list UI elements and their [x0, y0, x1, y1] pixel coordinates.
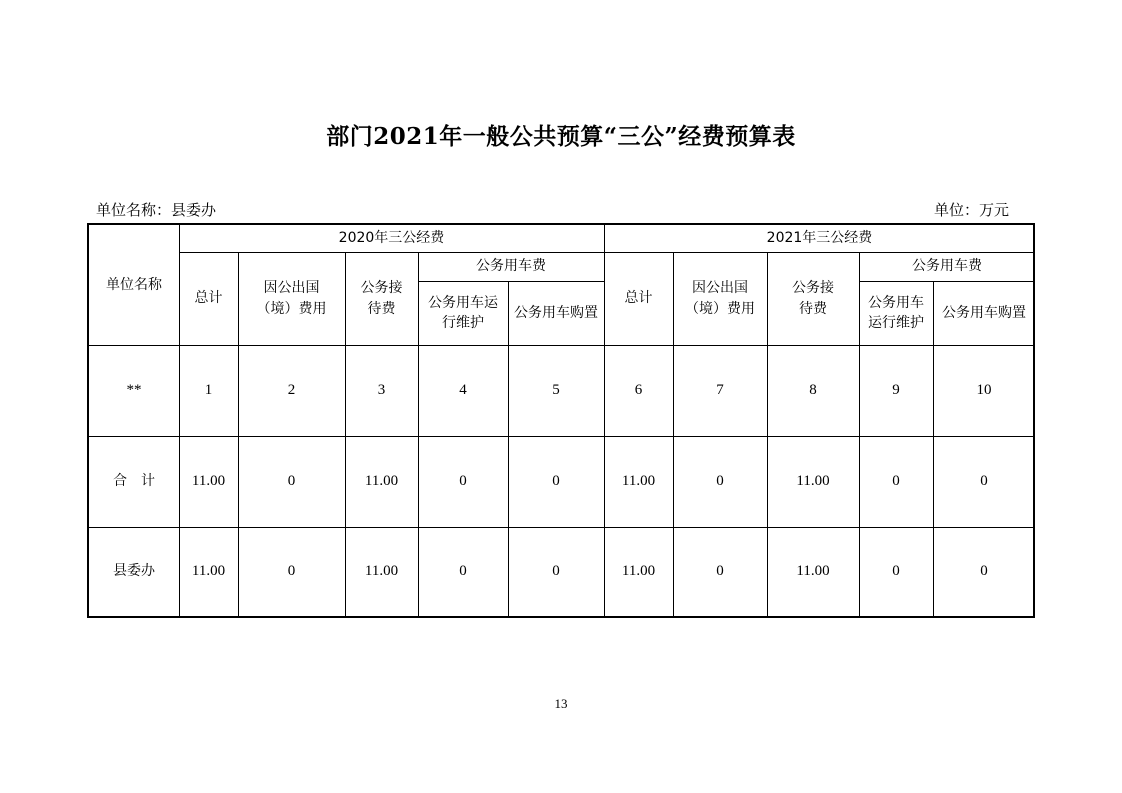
header-2020-vehicle-group: 公务用车费 [476, 258, 546, 275]
header-unit-name: 单位名称 [106, 276, 162, 293]
table-cell: 9 [892, 381, 900, 398]
table-cell: 2 [287, 381, 296, 398]
table-cell: 8 [809, 381, 817, 398]
table-cell: 11.00 [364, 472, 399, 489]
table-cell: 3 [377, 381, 386, 398]
table-cell: 11.00 [621, 472, 656, 489]
table-cell: 0 [552, 562, 560, 579]
currency-unit-label: 单位：万元 [934, 201, 1010, 219]
table-cell: 10 [976, 381, 992, 398]
table-cell: 11.00 [796, 472, 830, 489]
table-cell: 0 [980, 562, 988, 579]
table-cell: 0 [287, 562, 296, 579]
page-title: 部门2021年一般公共预算“三公”经费预算表 [326, 123, 796, 150]
row-name: 合 计 [113, 473, 155, 490]
header-2020-vehicle-operation: 公务用车运行维护 [428, 294, 498, 331]
table-cell: 0 [287, 472, 296, 489]
table-cell: 5 [552, 381, 560, 398]
header-2021-vehicle-purchase: 公务用车购置 [942, 304, 1026, 321]
table-cell: 0 [716, 472, 724, 489]
table-cell: 11.00 [796, 562, 830, 579]
header-2020-reception: 公务接待费 [360, 280, 403, 317]
table-cell: 1 [204, 381, 213, 398]
table-cell: 0 [892, 562, 900, 579]
table-cell: 11.00 [364, 562, 399, 579]
row-name: 县委办 [113, 563, 155, 580]
table-cell: 0 [892, 472, 900, 489]
header-2021-total: 总计 [624, 290, 653, 307]
table-cell: 0 [459, 472, 467, 489]
row-name: ** [126, 381, 142, 398]
header-2021-reception: 公务接待费 [792, 280, 834, 317]
budget-table [87, 223, 1035, 618]
header-2021-overseas: 因公出国（境）费用 [685, 280, 755, 317]
table-cell: 11.00 [621, 562, 656, 579]
table-cell: 11.00 [191, 472, 226, 489]
header-2020-overseas: 因公出国（境）费用 [256, 280, 327, 317]
table-cell: 6 [634, 381, 643, 398]
header-group-2021: 2021年三公经费 [766, 230, 873, 247]
table-cell: 0 [459, 562, 467, 579]
table-cell: 0 [716, 562, 724, 579]
table-cell: 0 [552, 472, 560, 489]
table-cell: 7 [716, 381, 724, 398]
header-2021-vehicle-group: 公务用车费 [912, 258, 982, 275]
header-2020-vehicle-purchase: 公务用车购置 [514, 304, 598, 321]
table-cell: 4 [459, 381, 467, 398]
table-cell: 11.00 [191, 562, 226, 579]
header-group-2020: 2020年三公经费 [338, 230, 445, 247]
unit-name-label: 单位名称：县委办 [96, 201, 217, 219]
table-cell: 0 [980, 472, 988, 489]
header-2020-total: 总计 [194, 290, 223, 307]
page-number: 13 [554, 696, 568, 711]
header-2021-vehicle-operation: 公务用车运行维护 [868, 294, 924, 331]
